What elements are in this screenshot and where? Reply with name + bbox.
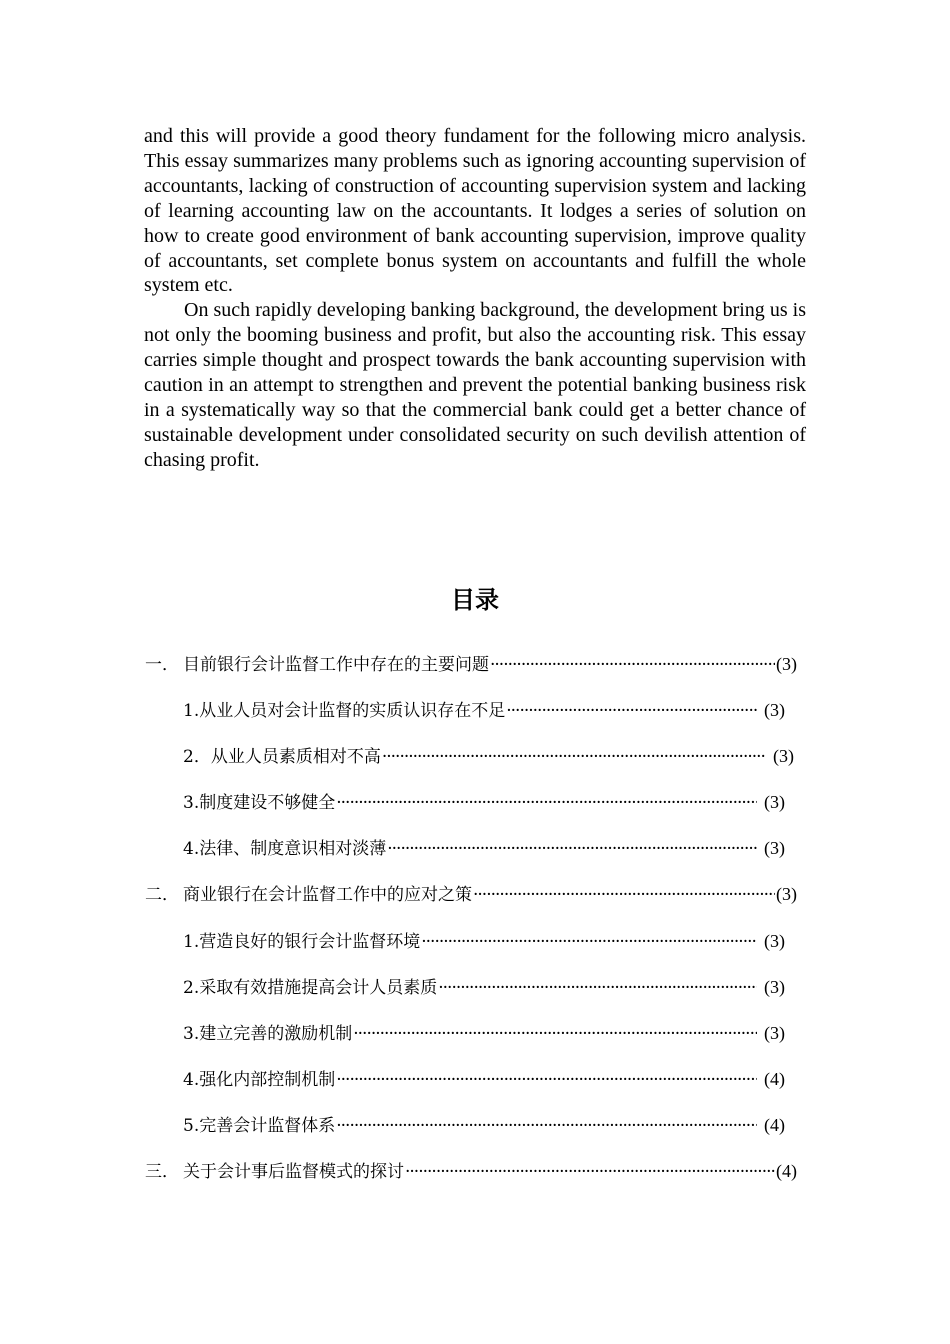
toc-entry-page: (3)	[776, 884, 797, 904]
toc-entry-number: 2．	[183, 747, 211, 767]
toc-entry-page: (3)	[764, 700, 785, 720]
toc-entry-page: (4)	[776, 1161, 797, 1181]
toc-dot-leader	[336, 793, 757, 813]
abstract-paragraph-2: On such rapidly developing banking background, the development bring us is not only the booming business and profit, but also the accounting risk. This essay carries simple thought and prospect towards the bank accounting supervision with caution in an attempt to strengthen and prevent the potential banking business risk in a systematically way so that the commercial bank could get a better chance of sustainable development under consolidated security on such devilish attention of chasing profit.	[144, 299, 806, 471]
toc-dot-leader	[336, 1070, 757, 1090]
toc-entry-text: 采取有效措施提高会计人员素质	[199, 978, 438, 998]
toc-entry-number: 二．	[145, 885, 179, 905]
toc-dot-leader	[353, 1024, 757, 1044]
toc-entry-text: 商业银行在会计监督工作中的应对之策	[183, 885, 472, 905]
toc-entry-text: 目前银行会计监督工作中存在的主要问题	[183, 655, 489, 675]
toc-dot-leader	[405, 1162, 775, 1182]
toc-entry-page: (3)	[764, 977, 785, 997]
toc-entry-1-4[interactable]	[183, 834, 785, 858]
toc-entry-number: 一．	[145, 655, 179, 675]
toc-entry-1-1[interactable]	[183, 696, 785, 720]
toc-entry-1-2[interactable]	[183, 742, 794, 766]
toc-dot-leader	[421, 932, 757, 952]
toc-entry-number: 4.	[183, 1070, 200, 1090]
toc-entry-text: 营造良好的银行会计监督环境	[199, 932, 421, 952]
toc-entry-text: 从业人员对会计监督的实质认识存在不足	[199, 701, 506, 721]
toc-entry-text: 法律、制度意识相对淡薄	[199, 839, 387, 859]
toc-entry-text: 建立完善的激励机制	[199, 1024, 353, 1044]
toc-entry-2-5[interactable]	[183, 1111, 785, 1135]
toc-entry-text: 完善会计监督体系	[199, 1116, 336, 1136]
toc-entry-page: (3)	[764, 792, 785, 812]
toc-entry-text: 强化内部控制机制	[199, 1070, 336, 1090]
toc-entry-2-4[interactable]	[183, 1065, 785, 1089]
toc-dot-leader	[438, 978, 757, 998]
toc-entry-number: 3.	[183, 1024, 200, 1044]
toc-entry-page: (3)	[764, 931, 785, 951]
toc-entry-number: 1.	[183, 932, 200, 952]
toc-entry-page: (3)	[773, 746, 794, 766]
toc-entry-1-3[interactable]	[183, 788, 785, 812]
toc-entry-page: (3)	[776, 654, 797, 674]
toc-dot-leader	[336, 1116, 757, 1136]
toc-dot-leader	[382, 747, 766, 767]
toc-entry-section-2[interactable]	[145, 880, 797, 904]
toc-entry-number: 5.	[183, 1116, 200, 1136]
toc-entry-text: 关于会计事后监督模式的探讨	[183, 1162, 404, 1182]
toc-entry-page: (3)	[764, 1023, 785, 1043]
toc-entry-2-2[interactable]	[183, 973, 785, 997]
toc-entry-number: 三．	[145, 1162, 179, 1182]
toc-dot-leader	[473, 885, 775, 905]
toc-entry-text: 制度建设不够健全	[199, 793, 336, 813]
toc-entry-page: (4)	[764, 1115, 785, 1135]
toc-dot-leader	[490, 655, 775, 675]
toc-entry-section-3[interactable]	[145, 1157, 797, 1181]
toc-entry-number: 4.	[183, 839, 200, 859]
toc-entry-page: (4)	[764, 1069, 785, 1089]
toc-entry-2-1[interactable]	[183, 927, 785, 951]
toc-title: 目录	[451, 586, 499, 614]
toc-entry-number: 2.	[183, 978, 200, 998]
toc-dot-leader	[387, 839, 757, 859]
toc-dot-leader	[506, 701, 757, 721]
toc-entry-text: 从业人员素质相对不高	[210, 747, 381, 767]
abstract-paragraph-1: and this will provide a good theory fundament for the following micro analysis. This essay summarizes many problems such as ignoring accounting supervision of accountants, lacking of construction of accounting supervision system and lacking of learning accounting law on the accountants. It lodges a series of solution on how to create good environment of bank accounting supervision, improve quality of accountants, set complete bonus system on accountants and fulfill the whole system etc.	[144, 125, 806, 297]
toc-entry-number: 3.	[183, 793, 200, 813]
toc-entry-section-1[interactable]	[145, 650, 797, 674]
toc-entry-page: (3)	[764, 838, 785, 858]
toc-entry-number: 1.	[183, 701, 200, 721]
toc-entry-2-3[interactable]	[183, 1019, 785, 1043]
